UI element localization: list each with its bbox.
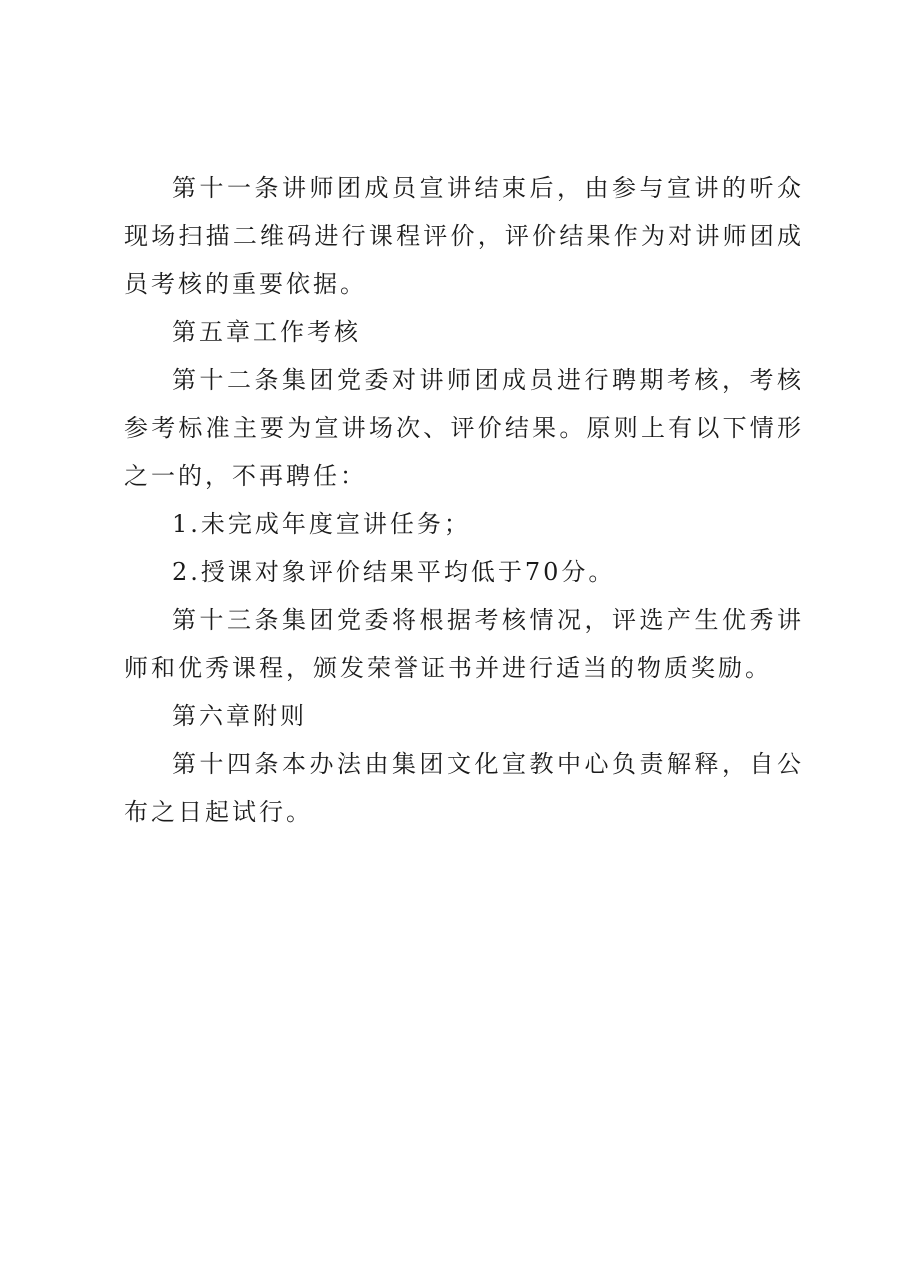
article-11-paragraph: 第十一条讲师团成员宣讲结束后，由参与宣讲的听众现场扫描二维码进行课程评价，评价结果作为对讲师团成员考核的重要依据。 xyxy=(124,174,804,298)
article-12-paragraph: 第十二条集团党委对讲师团成员进行聘期考核，考核参考标准主要为宣讲场次、评价结果。原则上有以下情形之一的，不再聘任： xyxy=(124,366,804,490)
document-body xyxy=(124,164,804,836)
chapter-6-heading: 第六章附则 xyxy=(172,702,307,730)
chapter-5-heading: 第五章工作考核 xyxy=(172,318,361,346)
list-item-2: 2.授课对象评价结果平均低于70分。 xyxy=(172,558,616,586)
article-14-paragraph: 第十四条本办法由集团文化宣教中心负责解释，自公布之日起试行。 xyxy=(124,750,804,826)
article-13-paragraph: 第十三条集团党委将根据考核情况，评选产生优秀讲师和优秀课程，颁发荣誉证书并进行适当的物质奖励。 xyxy=(124,606,804,682)
list-item-1: 1.未完成年度宣讲任务； xyxy=(172,510,471,538)
